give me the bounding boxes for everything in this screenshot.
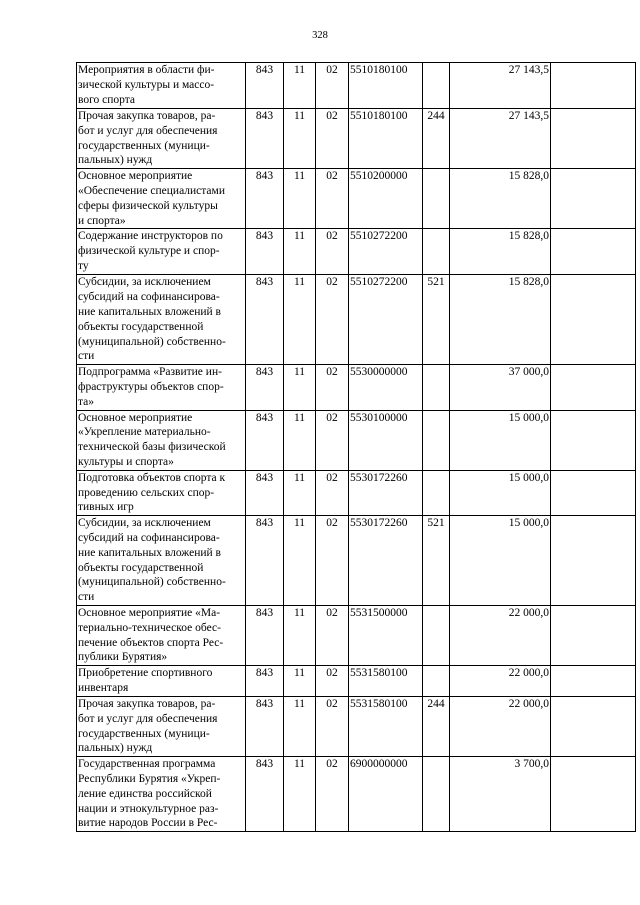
cell-subsection: 02 <box>316 109 349 169</box>
table-row <box>77 605 636 665</box>
cell-extra <box>551 410 636 470</box>
cell-department-code: 843 <box>246 516 284 606</box>
cell-amount: 22 000,0 <box>450 605 551 665</box>
table-row <box>77 365 636 410</box>
cell-section: 11 <box>284 275 316 365</box>
cell-target-article: 5510272200 <box>349 229 423 275</box>
cell-section: 11 <box>284 516 316 606</box>
cell-subsection: 02 <box>316 410 349 470</box>
cell-name: Подготовка объектов спорта к проведению сельских спор- тивных игр <box>77 470 246 515</box>
cell-extra <box>551 516 636 606</box>
cell-amount: 15 828,0 <box>450 169 551 229</box>
cell-department-code: 843 <box>246 169 284 229</box>
cell-name: Государственная программа Республики Бурятия «Укреп- ление единства российской нации и этнокультурное раз- витие народов России в Рес- <box>77 757 246 832</box>
cell-expense-type: 521 <box>423 516 450 606</box>
cell-target-article: 5510272200 <box>349 275 423 365</box>
cell-extra <box>551 365 636 410</box>
cell-section: 11 <box>284 169 316 229</box>
cell-name: Приобретение спортивного инвентаря <box>77 666 246 697</box>
cell-target-article: 5510180100 <box>349 109 423 169</box>
cell-expense-type <box>423 605 450 665</box>
cell-subsection: 02 <box>316 365 349 410</box>
cell-target-article: 5510180100 <box>349 63 423 109</box>
cell-amount: 15 000,0 <box>450 516 551 606</box>
cell-extra <box>551 697 636 757</box>
cell-expense-type: 244 <box>423 109 450 169</box>
cell-extra <box>551 109 636 169</box>
cell-subsection: 02 <box>316 516 349 606</box>
cell-target-article: 6900000000 <box>349 757 423 832</box>
cell-department-code: 843 <box>246 63 284 109</box>
cell-section: 11 <box>284 109 316 169</box>
cell-name: Мероприятия в области фи- зической культуры и массо- вого спорта <box>77 63 246 109</box>
cell-amount: 22 000,0 <box>450 666 551 697</box>
table-row <box>77 410 636 470</box>
cell-target-article: 5531580100 <box>349 697 423 757</box>
cell-department-code: 843 <box>246 605 284 665</box>
cell-name: Подпрограмма «Развитие ин- фраструктуры объектов спор- та» <box>77 365 246 410</box>
cell-expense-type <box>423 63 450 109</box>
cell-expense-type: 521 <box>423 275 450 365</box>
cell-department-code: 843 <box>246 109 284 169</box>
table-row <box>77 169 636 229</box>
table-row <box>77 109 636 169</box>
cell-expense-type <box>423 169 450 229</box>
cell-name: Содержание инструкторов по физической культуре и спор- ту <box>77 229 246 275</box>
table-row <box>77 697 636 757</box>
cell-name: Субсидии, за исключением субсидий на софинансирова- ние капитальных вложений в объекты государственной (муниципальной) собственно- сти <box>77 516 246 606</box>
cell-expense-type <box>423 666 450 697</box>
cell-extra <box>551 169 636 229</box>
cell-department-code: 843 <box>246 229 284 275</box>
cell-extra <box>551 275 636 365</box>
table-row <box>77 63 636 109</box>
cell-extra <box>551 470 636 515</box>
cell-subsection: 02 <box>316 229 349 275</box>
cell-expense-type <box>423 229 450 275</box>
cell-section: 11 <box>284 229 316 275</box>
cell-subsection: 02 <box>316 275 349 365</box>
cell-subsection: 02 <box>316 169 349 229</box>
cell-amount: 37 000,0 <box>450 365 551 410</box>
cell-extra <box>551 666 636 697</box>
table-row <box>77 470 636 515</box>
cell-name: Основное мероприятие «Обеспечение специалистами сферы физической культуры и спорта» <box>77 169 246 229</box>
cell-department-code: 843 <box>246 410 284 470</box>
cell-section: 11 <box>284 470 316 515</box>
cell-target-article: 5531580100 <box>349 666 423 697</box>
cell-extra <box>551 63 636 109</box>
cell-subsection: 02 <box>316 666 349 697</box>
budget-table-body <box>77 63 636 832</box>
cell-section: 11 <box>284 365 316 410</box>
table-row <box>77 666 636 697</box>
cell-amount: 27 143,5 <box>450 63 551 109</box>
budget-table <box>76 62 636 832</box>
cell-subsection: 02 <box>316 605 349 665</box>
table-row <box>77 757 636 832</box>
cell-section: 11 <box>284 697 316 757</box>
cell-department-code: 843 <box>246 697 284 757</box>
cell-department-code: 843 <box>246 470 284 515</box>
cell-subsection: 02 <box>316 470 349 515</box>
cell-name: Субсидии, за исключением субсидий на софинансирова- ние капитальных вложений в объекты государственной (муниципальной) собственно- сти <box>77 275 246 365</box>
cell-department-code: 843 <box>246 757 284 832</box>
cell-amount: 15 000,0 <box>450 470 551 515</box>
table-row <box>77 275 636 365</box>
cell-expense-type: 244 <box>423 697 450 757</box>
cell-amount: 15 000,0 <box>450 410 551 470</box>
cell-amount: 3 700,0 <box>450 757 551 832</box>
cell-expense-type <box>423 410 450 470</box>
cell-name: Прочая закупка товаров, ра- бот и услуг для обеспечения государственных (муници- пальных) нужд <box>77 109 246 169</box>
cell-name: Основное мероприятие «Укрепление материально- технической базы физической культуры и спорта» <box>77 410 246 470</box>
cell-section: 11 <box>284 666 316 697</box>
cell-department-code: 843 <box>246 275 284 365</box>
cell-section: 11 <box>284 63 316 109</box>
cell-name: Прочая закупка товаров, ра- бот и услуг для обеспечения государственных (муници- пальных) нужд <box>77 697 246 757</box>
cell-amount: 27 143,5 <box>450 109 551 169</box>
table-row <box>77 229 636 275</box>
cell-name: Основное мероприятие «Ма- териально-техническое обес- печение объектов спорта Рес- публики Бурятия» <box>77 605 246 665</box>
cell-target-article: 5531500000 <box>349 605 423 665</box>
cell-department-code: 843 <box>246 666 284 697</box>
cell-extra <box>551 605 636 665</box>
cell-section: 11 <box>284 757 316 832</box>
cell-amount: 15 828,0 <box>450 229 551 275</box>
cell-subsection: 02 <box>316 697 349 757</box>
cell-extra <box>551 229 636 275</box>
cell-target-article: 5530172260 <box>349 470 423 515</box>
cell-section: 11 <box>284 605 316 665</box>
cell-target-article: 5530100000 <box>349 410 423 470</box>
cell-expense-type <box>423 757 450 832</box>
cell-target-article: 5530172260 <box>349 516 423 606</box>
cell-expense-type <box>423 365 450 410</box>
cell-subsection: 02 <box>316 63 349 109</box>
cell-target-article: 5510200000 <box>349 169 423 229</box>
cell-amount: 22 000,0 <box>450 697 551 757</box>
table-row <box>77 516 636 606</box>
cell-subsection: 02 <box>316 757 349 832</box>
cell-target-article: 5530000000 <box>349 365 423 410</box>
cell-amount: 15 828,0 <box>450 275 551 365</box>
cell-extra <box>551 757 636 832</box>
page-number: 328 <box>312 30 328 41</box>
cell-department-code: 843 <box>246 365 284 410</box>
cell-expense-type <box>423 470 450 515</box>
cell-section: 11 <box>284 410 316 470</box>
